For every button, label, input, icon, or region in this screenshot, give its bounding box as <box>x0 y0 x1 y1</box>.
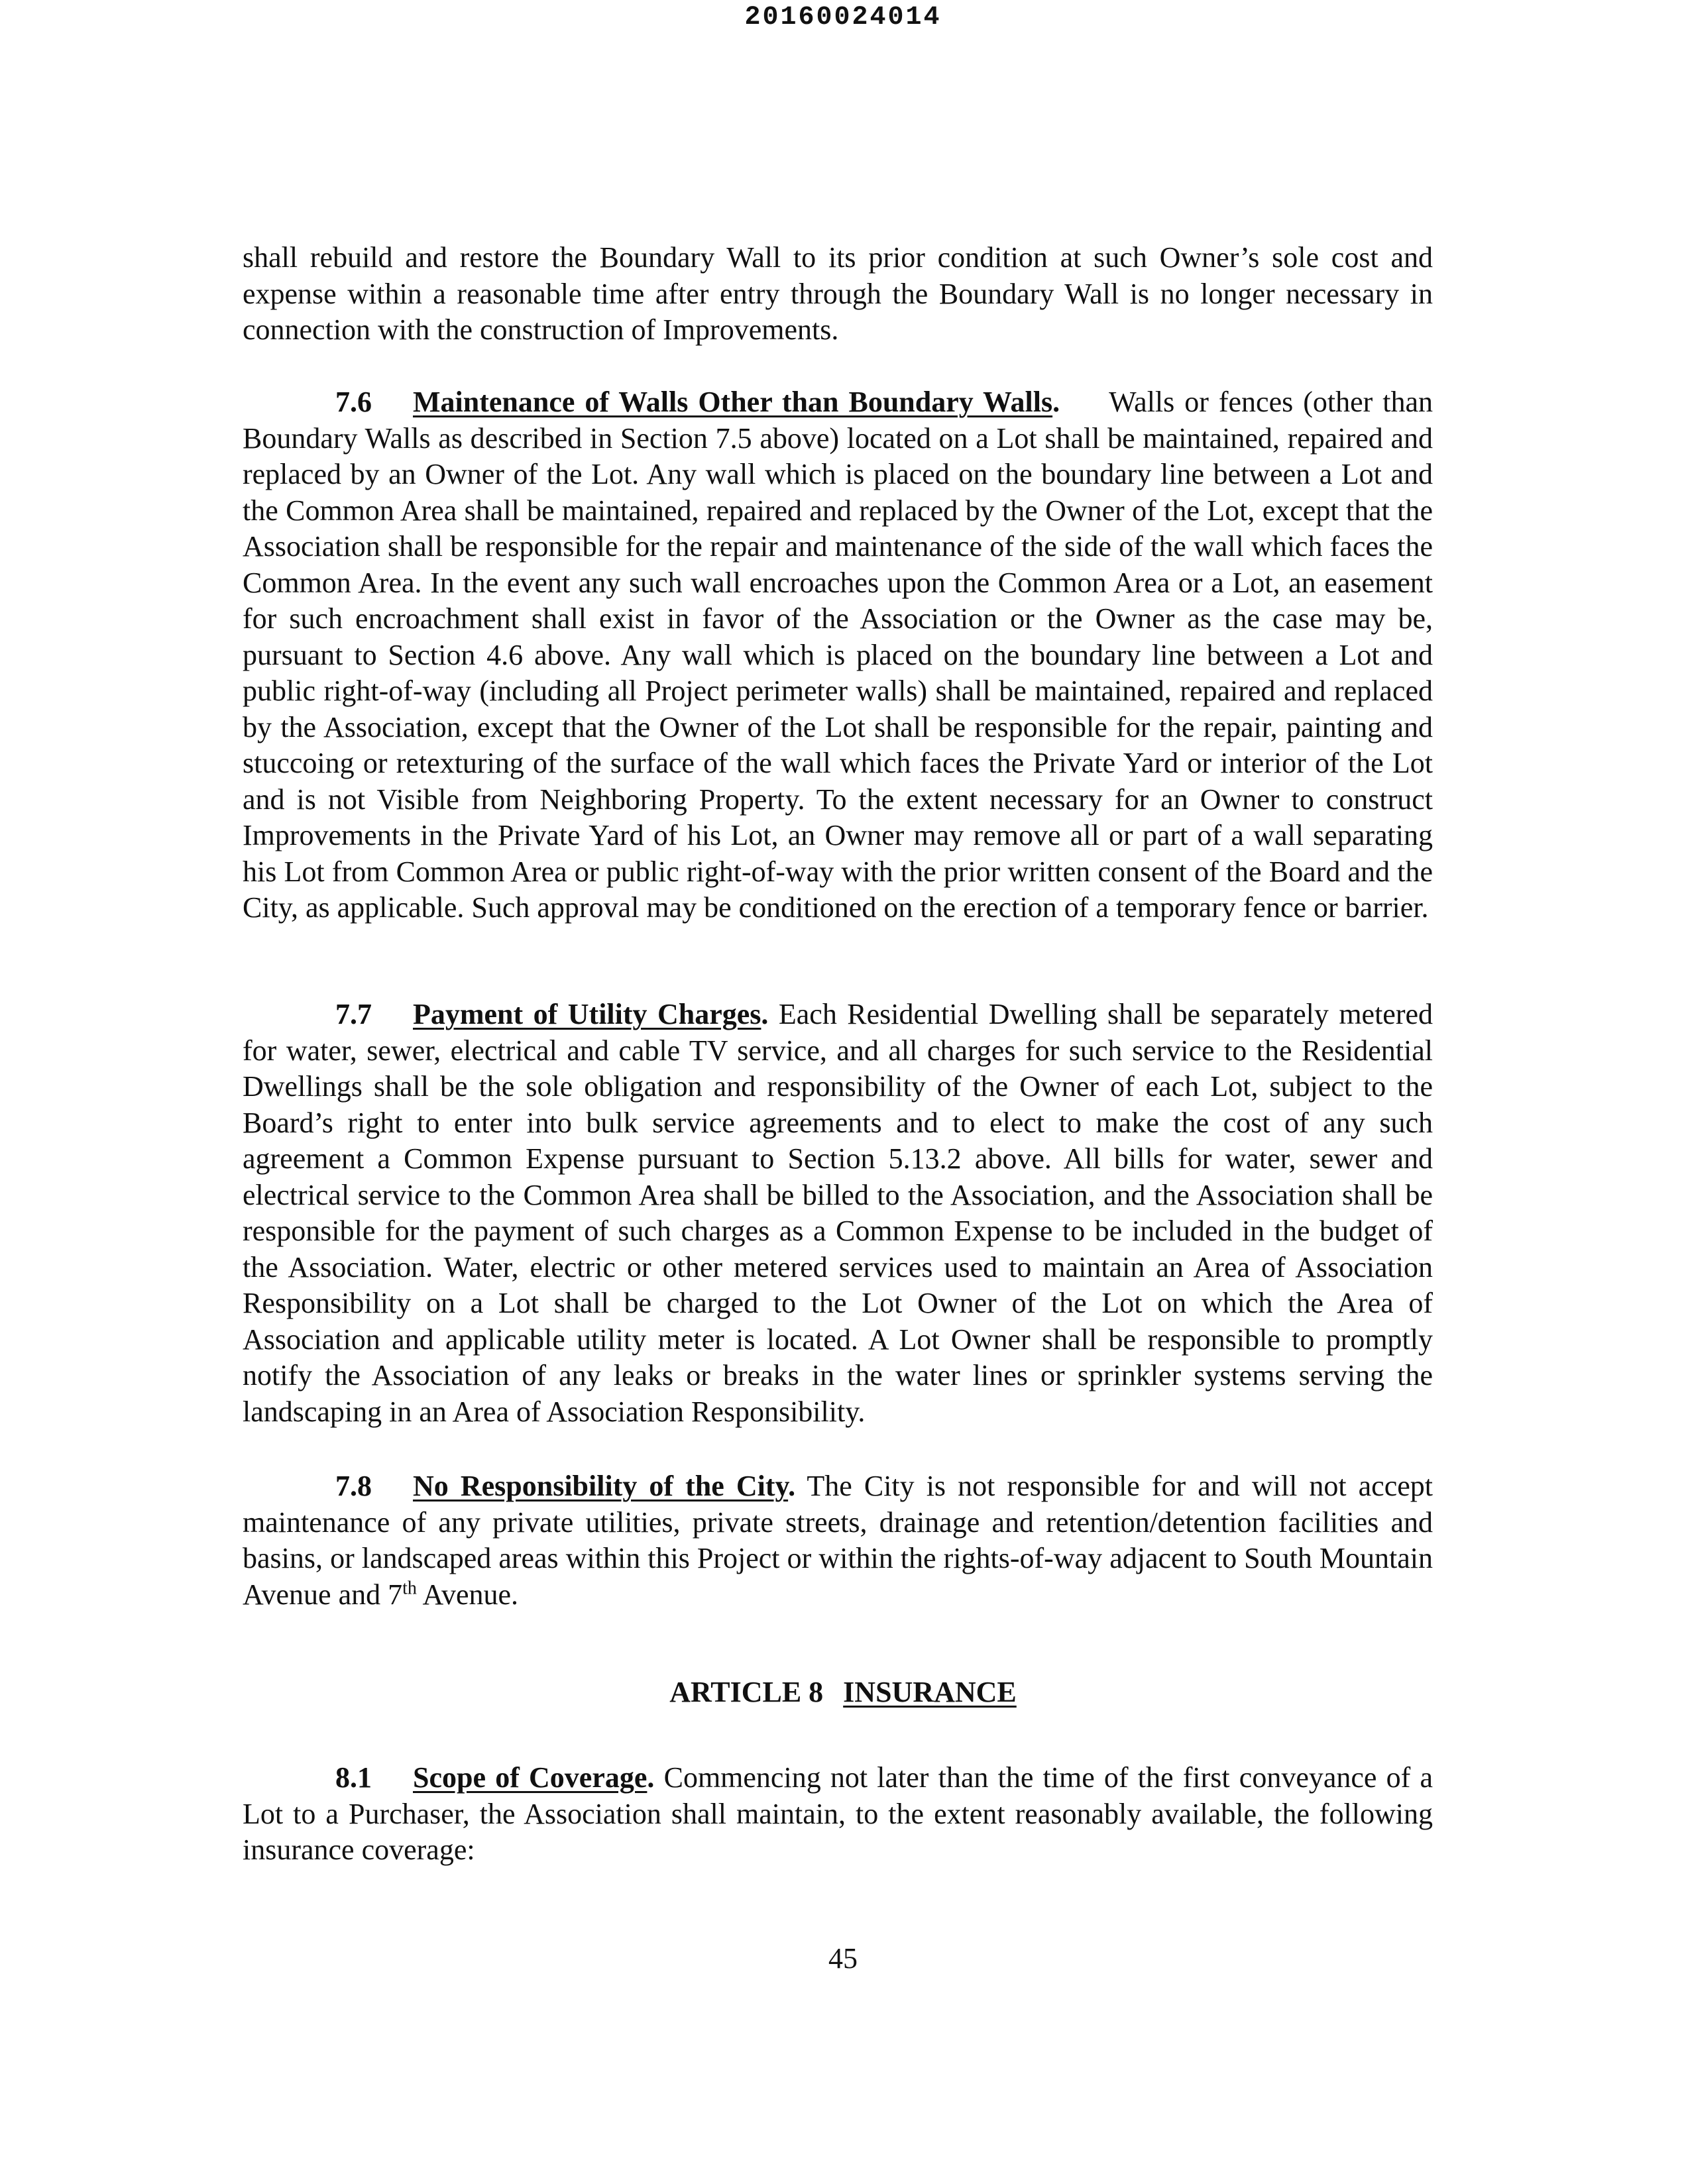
section-title: Maintenance of Walls Other than Boundary Walls <box>413 386 1053 418</box>
ordinal-suffix: th <box>402 1577 417 1598</box>
article-heading <box>0 1672 1686 1712</box>
section-title: Payment of Utility Charges <box>413 998 761 1030</box>
section-number: 7.6 <box>335 386 372 418</box>
continuation-paragraph: shall rebuild and restore the Boundary Wall to its prior condition at such Owner’s sole cost and expense within a reasonable time after entry through the Boundary Wall is no longer necessary in connection with the construction of Improvements. <box>243 241 1433 346</box>
section-body-end: Avenue. <box>416 1578 519 1611</box>
section-7-7: 7.7 Payment of Utility Charges. Each Residential Dwelling shall be separately metered for water, sewer, electrical and cable TV service, and all charges for such service to the Residential Dwellings shall be the sole obligation and responsibility of the Owner of each Lot, subject to the Board’s right to enter into bulk service agreements and to elect to make the cost of any such agreement a Common Expense pursuant to Section 5.13.2 above. All bills for water, sewer and electrical service to the Common Area shall be billed to the Association, and the Association shall be responsible for the payment of such charges as a Common Expense to be included in the budget of the Association. Water, electric or other metered services used to maintain an Area of Association Responsibility on a Lot shall be charged to the Lot Owner of the Lot on which the Area of Association and applicable utility meter is located. A Lot Owner shall be responsible to promptly notify the Association of any leaks or breaks in the water lines or sprinkler systems serving the landscaping in an Area of Association Responsibility. <box>243 998 1433 1428</box>
section-body: The City is not responsible for and will not accept maintenance of any private utilities, private streets, drainage and retention/detention facilities and basins, or landscaped areas within this Project or within the rights-of-way adjacent to South Mountain Avenue and 7 <box>243 1470 1433 1611</box>
section-7-8: 7.8 No Responsibility of the City. The City is not responsible for and will not accept maintenance of any private utilities, private streets, drainage and retention/detention facilities and basins, or landscaped areas within this Project or within the rights-of-way adjacent to South Mountain Avenue and 7th Avenue. <box>243 1470 1433 1611</box>
section-8-1: 8.1 Scope of Coverage. Commencing not later than the time of the first conveyance of a Lot to a Purchaser, the Association shall maintain, to the extent reasonably available, the following insurance coverage: <box>243 1761 1433 1866</box>
section-body: Commencing not later than the time of the first conveyance of a Lot to a Purchaser, the Association shall maintain, to the extent reasonably available, the following insurance coverage: <box>243 1761 1433 1866</box>
section-body: Each Residential Dwelling shall be separately metered for water, sewer, electrical and cable TV service, and all charges for such service to the Residential Dwellings shall be the sole obligation and responsibility of the Owner of each Lot, subject to the Board’s right to enter into bulk service agreements and to elect to make the cost of any such agreement a Common Expense pursuant to Section 5.13.2 above. All bills for water, sewer and electrical service to the Common Area shall be billed to the Association, and the Association shall be responsible for the payment of such charges as a Common Expense to be included in the budget of the Association. Water, electric or other metered services used to maintain an Area of Association Responsibility on a Lot shall be charged to the Lot Owner of the Lot on which the Area of Association and applicable utility meter is located. A Lot Owner shall be responsible to promptly notify the Association of any leaks or breaks in the water lines or sprinkler systems serving the landscaping in an Area of Association Responsibility. <box>243 998 1433 1428</box>
page-number: 45 <box>828 1942 858 1975</box>
article-label: ARTICLE 8 <box>669 1676 824 1708</box>
section-title: Scope of Coverage <box>413 1761 647 1794</box>
article-title: INSURANCE <box>843 1676 1017 1708</box>
recording-number: 20160024014 <box>744 3 942 32</box>
section-title: No Responsibility of the City <box>413 1470 789 1502</box>
section-7-6: 7.6 Maintenance of Walls Other than Boundary Walls. Walls or fences (other than Boundary Walls as described in Section 7.5 above) located on a Lot shall be maintained, repaired and replaced by an Owner of the Lot. Any wall which is placed on the boundary line between a Lot and the Common Area shall be maintained, repaired and replaced by the Owner of the Lot, except that the Association shall be responsible for the repair and maintenance of the side of the wall which faces the Common Area. In the event any such wall encroaches upon the Common Area or a Lot, an easement for such encroachment shall exist in favor of the Association or the Owner as the case may be, pursuant to Section 4.6 above. Any wall which is placed on the boundary line between a Lot and public right-of-way (including all Project perimeter walls) shall be maintained, repaired and replaced by the Association, except that the Owner of the Lot shall be responsible for the repair, painting and stuccoing or retexturing of the surface of the wall which faces the Private Yard or interior of the Lot and is not Visible from Neighboring Property. To the extent necessary for an Owner to construct Improvements in the Private Yard of his Lot, an Owner may remove all or part of a wall separating his Lot from Common Area or public right-of-way with the prior written consent of the Board and the City, as applicable. Such approval may be conditioned on the erection of a temporary fence or barrier. <box>243 386 1433 924</box>
section-number: 7.8 <box>335 1470 372 1502</box>
section-number: 8.1 <box>335 1761 372 1794</box>
section-number: 7.7 <box>335 998 372 1030</box>
section-body: Walls or fences (other than Boundary Walls as described in Section 7.5 above) located on a Lot shall be maintained, repaired and replaced by an Owner of the Lot. Any wall which is placed on the boundary line between a Lot and the Common Area shall be maintained, repaired and replaced by the Owner of the Lot, except that the Association shall be responsible for the repair and maintenance of the side of the wall which faces the Common Area. In the event any such wall encroaches upon the Common Area or a Lot, an easement for such encroachment shall exist in favor of the Association or the Owner as the case may be, pursuant to Section 4.6 above. Any wall which is placed on the boundary line between a Lot and public right-of-way (including all Project perimeter walls) shall be maintained, repaired and replaced by the Association, except that the Owner of the Lot shall be responsible for the repair, painting and stuccoing or retexturing of the surface of the wall which faces the Private Yard or interior of the Lot and is not Visible from Neighboring Property. To the extent necessary for an Owner to construct Improvements in the Private Yard of his Lot, an Owner may remove all or part of a wall separating his Lot from Common Area or public right-of-way with the prior written consent of the Board and the City, as applicable. Such approval may be conditioned on the erection of a temporary fence or barrier. <box>243 386 1433 924</box>
